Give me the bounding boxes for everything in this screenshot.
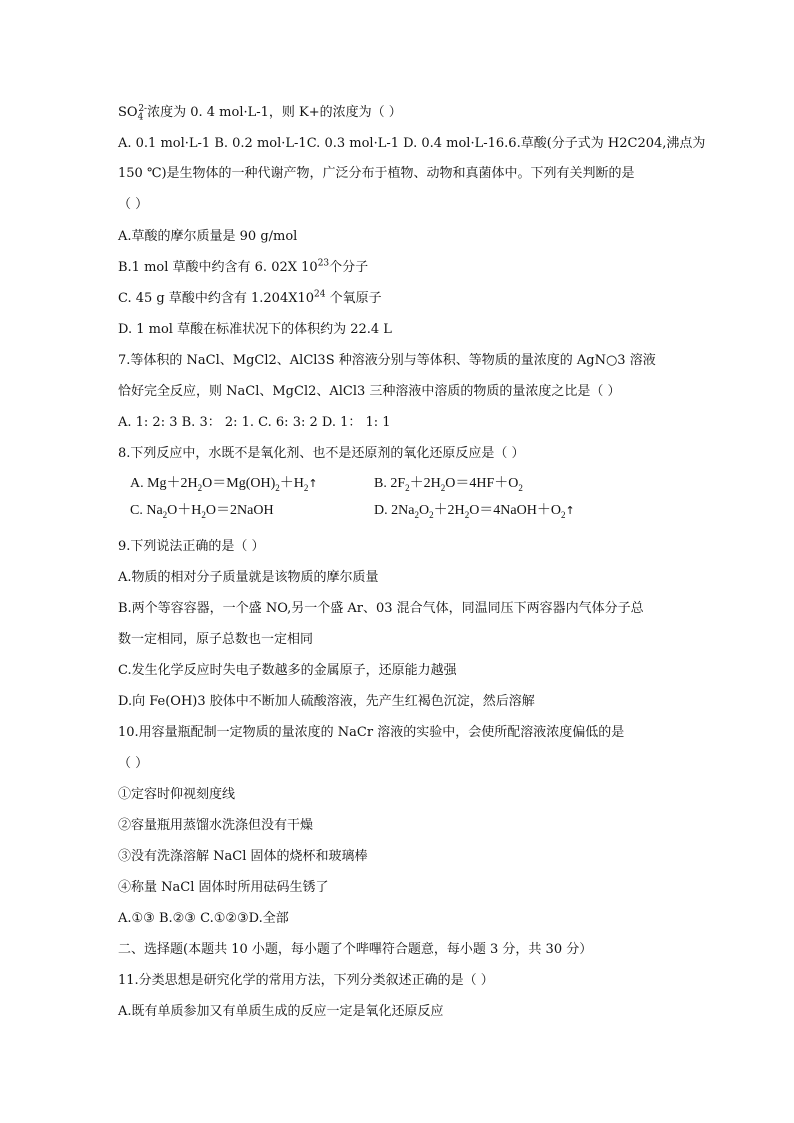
question-line: 恰好完全反应，则 NaCl、MgCl2、AlCl3 三种溶液中溶质的物质的量浓度之比是（ ） xyxy=(118,384,621,399)
equation-c: C. $Na_2O+H_2O=2NaOH$ xyxy=(130,503,274,520)
text-line: $SO_4^{2-}$浓度为 0. 4 mol·L-1，则 K+的浓度为（ ） xyxy=(118,103,402,123)
list-item: ①定容时仰视刻度线 xyxy=(118,787,236,802)
question-line: 9.下列说法正确的是（ ） xyxy=(118,539,265,554)
list-item: ②容量瓶用蒸馏水洗涤但没有干燥 xyxy=(118,818,314,833)
option-line: D.向 Fe(OH)3 胶体中不断加人硫酸溶液，先产生红褐色沉淀，然后溶解 xyxy=(118,694,535,709)
option-line: 数一定相同，原子总数也一定相同 xyxy=(118,632,314,647)
option-line: C.发生化学反应时失电子数越多的金属原子，还原能力越强 xyxy=(118,663,457,678)
gas-arrow-icon: ↑ xyxy=(308,477,318,490)
equation-d: D. $2Na_2O_2+2H_2O=4NaOH+O_2↑$ xyxy=(374,503,575,520)
option-line: D. 1 mol 草酸在标准状况下的体积约为 22.4 L xyxy=(118,322,392,337)
gas-arrow-icon: ↑ xyxy=(565,504,575,517)
text-line: A. 0.1 mol·L-1 B. 0.2 mol·L-1C. 0.3 mol·L-1 D. 0.4 mol·L-16.6.草酸(分子式为 H2C204,沸点为 xyxy=(118,136,706,151)
question-line: 11.分类思想是研究化学的常用方法，下列分类叙述正确的是（ ） xyxy=(118,973,494,988)
text-line: （ ） xyxy=(118,756,149,771)
option-line: C. 45 g 草酸中约含有 $1.204X10^{24}$ 个氧原子 xyxy=(118,289,382,306)
option-line: A.①③ B.②③ C.①②③D.全部 xyxy=(118,911,289,926)
text-line: （ ） xyxy=(118,197,149,212)
option-line: B.1 mol 草酸中约含有 6. 02X $10^{23}$个分子 xyxy=(118,258,369,275)
list-item: ④称量 NaCl 固体时所用砝码生锈了 xyxy=(118,880,329,895)
option-line: A.物质的相对分子质量就是该物质的摩尔质量 xyxy=(118,570,379,585)
option-line: A.草酸的摩尔质量是 90 g/mol xyxy=(118,229,298,244)
question-line: 7.等体积的 NaCl、MgCl2、AlCl3S 种溶液分别与等体积、等物质的量浓度的 AgN○3 溶液 xyxy=(118,353,656,368)
option-line: A. 1: 2: 3 B. 3： 2: 1. C. 6: 3: 2 D. 1： 1: 1 xyxy=(118,415,391,430)
question-line: 10.用容量瓶配制一定物质的量浓度的 NaCr 溶液的实验中，会使所配溶液浓度偏低的是 xyxy=(118,725,625,740)
question-line: 8.下列反应中，水既不是氧化剂、也不是还原剂的氧化还原反应是（ ） xyxy=(118,446,525,461)
section-heading: 二、选择题(本题共 10 小题，每小题了个哔嗶符合题意，每小题 3 分，共 30 分） xyxy=(118,942,593,957)
option-line: B.两个等容容器，一个盛 NO,另一个盛 Ar、03 混合气体，同温同压下两容器内气体分子总 xyxy=(118,601,644,616)
option-line: A.既有单质参加又有单质生成的反应一定是氧化还原反应 xyxy=(118,1004,444,1019)
text-line: 150 ℃)是生物体的一种代谢产物，广泛分布于植物、动物和真菌体中。下列有关判断的是 xyxy=(118,166,635,181)
equation-a: A. $Mg+2H_2O=Mg(OH)_2+H_2↑$ xyxy=(130,476,318,493)
list-item: ③没有洗涤溶解 NaCl 固体的烧杯和玻璃棒 xyxy=(118,849,368,864)
equation-b: B. $2F_2+2H_2O=4HF+O_2$ xyxy=(374,476,523,493)
